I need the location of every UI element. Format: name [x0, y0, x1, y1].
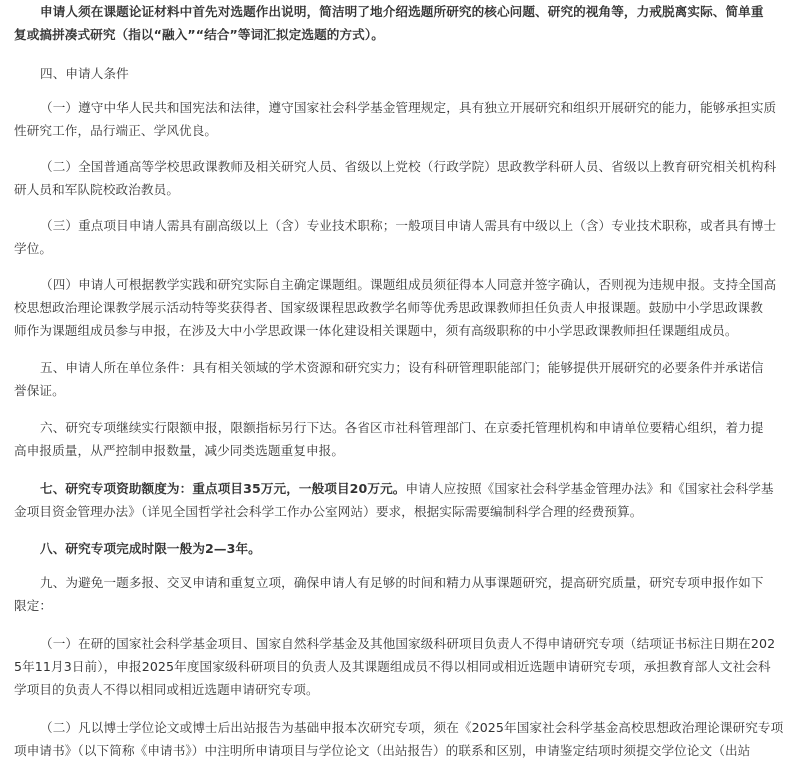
text-line: 五、申请人所在单位条件：具有相关领域的学术资源和研究实力；设有科研管理职能部门；能够提供开展研究的必要条件并承诺信	[40, 360, 764, 375]
text-line: 复或搞拼凑式研究（指以“融入”“结合”等词汇拟定选题的方式）。	[14, 27, 384, 42]
paragraph-unit-conditions	[14, 356, 786, 402]
text-line: 金项目资金管理办法》（详见全国哲学社会科学工作办公室网站）要求，根据实际需要编制科学合理的经费预算。	[14, 504, 643, 519]
paragraph-condition-3	[14, 214, 786, 260]
text-line: 四、申请人条件	[40, 66, 129, 81]
text-line: 校思想政治理论课教学展示活动特等奖获得者、国家级课程思政教学名师等优秀思政课教师担任负责人申报课题。鼓励中小学思政课教	[14, 300, 763, 315]
text-line: 申请人须在课题论证材料中首先对选题作出说明，简洁明了地介绍选题所研究的核心问题、研究的视角等，力戒脱离实际、简单重	[40, 4, 764, 19]
paragraph-funding	[14, 477, 786, 523]
text-line: 九、为避免一题多报、交叉申请和重复立项，确保申请人有足够的时间和精力从事课题研究，提高研究质量，研究专项申报作如下	[40, 575, 764, 590]
paragraph-restriction-2	[14, 716, 786, 762]
text-line: （一）在研的国家社会科学基金项目、国家自然科学基金及其他国家级科研项目负责人不得申请研究专项（结项证书标注日期在202	[40, 636, 776, 651]
paragraph-quota	[14, 416, 786, 462]
paragraph-condition-1	[14, 96, 786, 142]
paragraph-condition-4	[14, 273, 786, 342]
text-line: 性研究工作，品行端正、学风优良。	[14, 123, 218, 138]
text-line: 高申报质量，从严控制申报数量，减少同类选题重复申报。	[14, 443, 345, 458]
text-line: 师作为课题组成员参与申报，在涉及大中小学思政课一体化建设相关课题中，须有高级职称的中小学思政课教师担任课题组成员。	[14, 323, 738, 338]
text-line: 学位。	[14, 241, 53, 256]
text-line: （一）遵守中华人民共和国宪法和法律，遵守国家社会科学基金管理规定，具有独立开展研究和组织开展研究的能力，能够承担实质	[40, 100, 777, 115]
text-line: 八、研究专项完成时限一般为2—3年。	[40, 541, 261, 556]
paragraph-restrictions	[14, 571, 786, 617]
text-line: 5年11月3日前），申报2025年度国家级科研项目的负责人及其课题组成员不得以相同或相近选题申请研究专项，承担教育部人文社会科	[14, 659, 771, 674]
text-line: （三）重点项目申请人需具有副高级以上（含）专业技术职称；一般项目申请人需具有中级以上（含）专业技术职称，或者具有博士	[40, 218, 777, 233]
text-line: 学项目的负责人不得以相同或相近选题申请研究专项。	[14, 682, 319, 697]
paragraph-condition-2	[14, 155, 786, 201]
funding-bold-text: 七、研究专项资助额度为：重点项目35万元，一般项目20万元。	[40, 481, 406, 496]
text-line: 项申请书》（以下简称《申请书》）中注明所申请项目与学位论文（出站报告）的联系和区别，申请鉴定结项时须提交学位论文（出站	[14, 743, 751, 758]
text-line: （二）全国普通高等学校思政课教师及相关研究人员、省级以上党校（行政学院）思政教学科研人员、省级以上教育研究相关机构科	[40, 159, 777, 174]
text-line: 六、研究专项继续实行限额申报，限额指标另行下达。各省区市社科管理部门、在京委托管理机构和申请单位要精心组织，着力提	[40, 420, 764, 435]
text-line: 誉保证。	[14, 383, 65, 398]
text-line: 研人员和军队院校政治教员。	[14, 182, 180, 197]
text-line: （四）申请人可根据教学实践和研究实际自主确定课题组。课题组成员须征得本人同意并签字确认，否则视为违规申报。支持全国高	[40, 277, 777, 292]
paragraph-duration	[14, 537, 786, 560]
text-line: 限定：	[14, 598, 53, 613]
paragraph-topic-description	[14, 0, 786, 46]
text-line: 七、研究专项资助额度为：重点项目35万元，一般项目20万元。申请人应按照《国家社会科学基金管理办法》和《国家社会科学基	[40, 481, 774, 496]
paragraph-restriction-1	[14, 632, 786, 701]
section-heading-applicant-conditions	[14, 62, 786, 85]
text-line: （二）凡以博士学位论文或博士后出站报告为基础申报本次研究专项，须在《2025年国家社会科学基金高校思想政治理论课研究专项	[40, 720, 784, 735]
